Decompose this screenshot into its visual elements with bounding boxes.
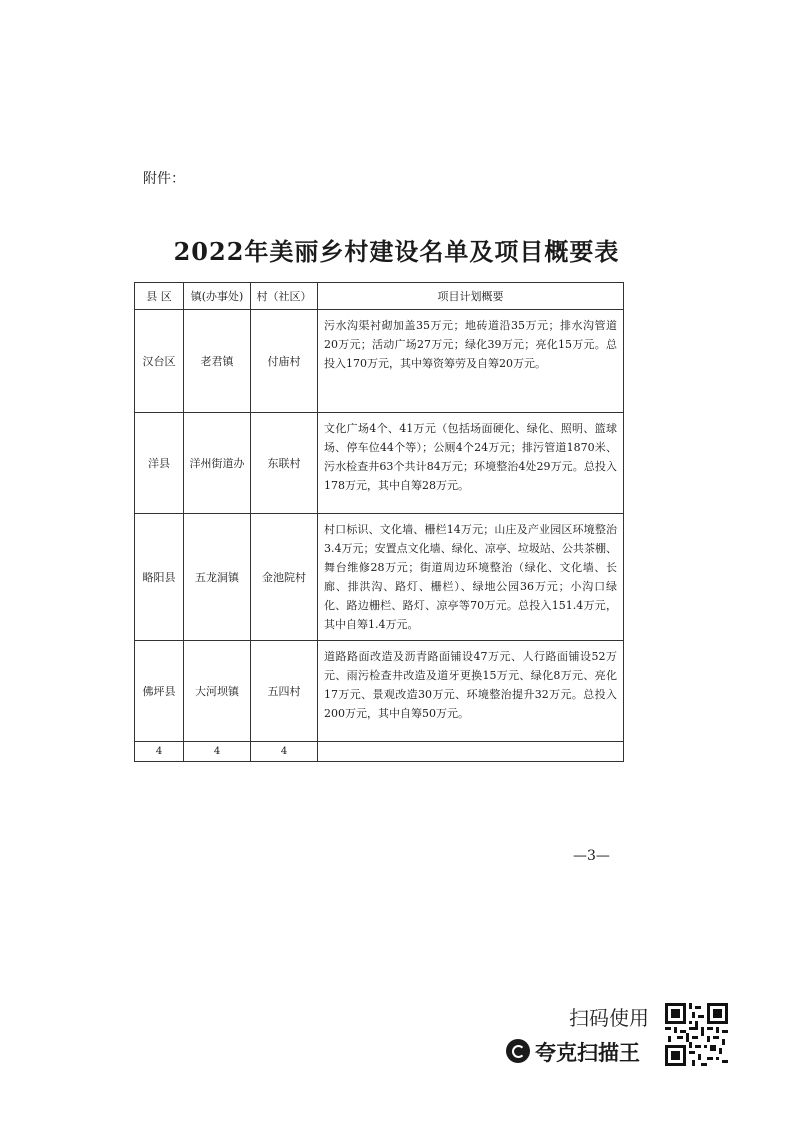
scanner-app-name: 夸克扫描王: [535, 1041, 640, 1065]
cell-village: 东联村: [251, 413, 318, 514]
header-village: 村（社区）: [251, 283, 318, 310]
total-village: 4: [251, 742, 318, 762]
total-town: 4: [184, 742, 251, 762]
cell-village: 金池院村: [251, 514, 318, 641]
header-summary: 项目计划概要: [318, 283, 624, 310]
cell-summary: 村口标识、文化墙、栅栏14万元；山庄及产业园区环境整治3.4万元；安置点文化墙、绿化、凉亭、垃圾站、公共茶棚、舞台维修28万元；街道周边环境整治（绿化、文化墙、长廊、排洪沟、路灯、栅栏）、绿地公园36万元；小沟口绿化、路边栅栏、路灯、凉亭等70万元。总投入151.4万元，其中自筹1.4万元。: [318, 514, 624, 641]
scan-hint: 扫码使用: [569, 1006, 649, 1030]
attachment-label: 附件：: [143, 171, 185, 187]
cell-town: 老君镇: [184, 310, 251, 413]
scanner-watermark: [503, 1000, 733, 1072]
cell-village: 付庙村: [251, 310, 318, 413]
cell-county: 洋县: [135, 413, 184, 514]
cell-summary: 污水沟渠衬砌加盖35万元；地砖道沿35万元；排水沟管道20万元；活动广场27万元；绿化39万元；亮化15万元。总投入170万元，其中筹资筹劳及自筹20万元。: [318, 310, 624, 413]
page-title: 2022年美丽乡村建设名单及项目概要表: [173, 237, 620, 266]
cell-summary: 道路路面改造及沥青路面铺设47万元、人行路面铺设52万元、雨污检查井改造及道牙更换15万元、绿化8万元、亮化17万元、景观改造30万元、环境整治提升32万元。总投入200万元，其中自筹50万元。: [318, 641, 624, 742]
header-county: 县 区: [135, 283, 184, 310]
quark-logo-icon: [506, 1039, 530, 1063]
table-row: [135, 310, 624, 413]
total-county: 4: [135, 742, 184, 762]
cell-town: 洋州街道办: [184, 413, 251, 514]
table-header-row: [135, 283, 624, 310]
cell-village: 五四村: [251, 641, 318, 742]
cell-summary: 文化广场4个、41万元（包括场面硬化、绿化、照明、篮球场、停车位44个等）；公厕4个24万元；排污管道1870米、污水检查井63个共计84万元；环境整治4处29万元。总投入178万元，其中自筹28万元。: [318, 413, 624, 514]
table-row: [135, 514, 624, 641]
table-row: [135, 641, 624, 742]
table-totals-row: [135, 742, 624, 762]
cell-county: 佛坪县: [135, 641, 184, 742]
cell-county: 汉台区: [135, 310, 184, 413]
total-summary: [318, 742, 624, 762]
table-row: [135, 413, 624, 514]
cell-county: 略阳县: [135, 514, 184, 641]
cell-town: 五龙洞镇: [184, 514, 251, 641]
cell-town: 大河坝镇: [184, 641, 251, 742]
project-table: [134, 282, 624, 762]
qr-code-icon[interactable]: [665, 1003, 728, 1066]
page-number: —3—: [573, 848, 610, 864]
header-town: 镇(办事处): [184, 283, 251, 310]
